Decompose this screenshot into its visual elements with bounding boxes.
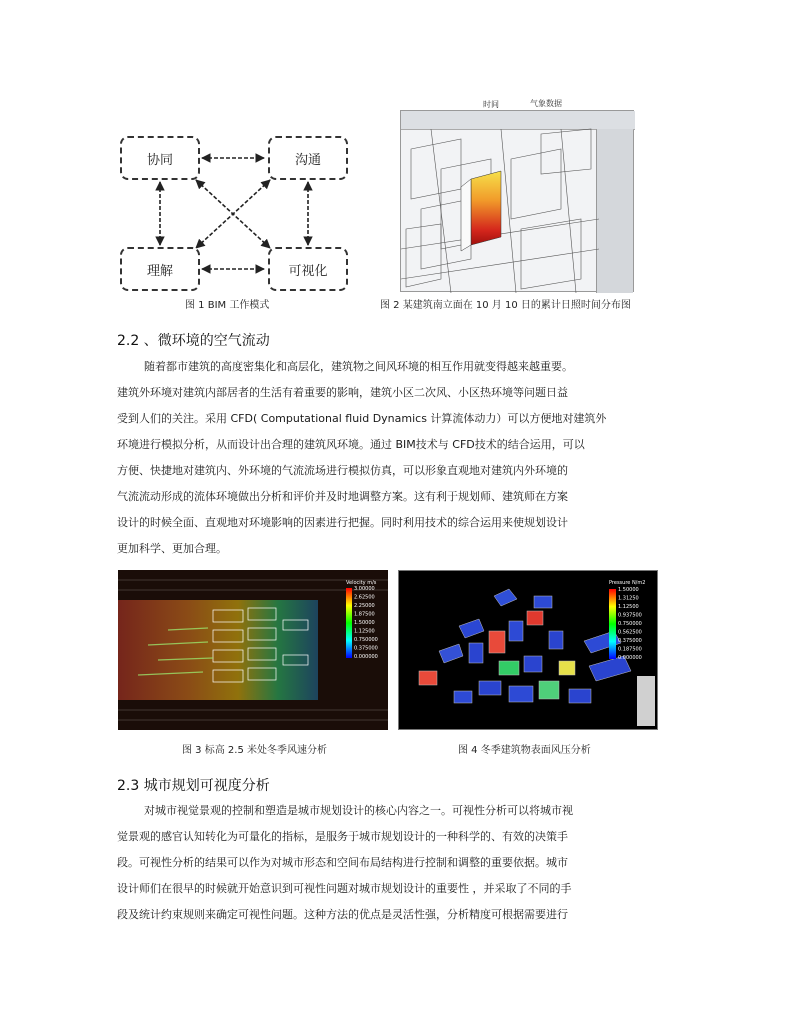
node-collaboration [120,136,200,180]
node-understanding [120,247,200,291]
legend-label: 0.937500 [618,612,642,619]
paragraph-line: 建筑外环境对建筑内部居者的生活有着重要的影响，建筑小区二次风、小区热环境等问题日益 [117,386,568,399]
paragraph-line: 更加科学、更加合理。 [117,542,227,555]
figure-4-plot [399,571,657,729]
figure-4-legend-title: Pressure N/m2 [609,580,646,586]
legend-label: 0.000000 [618,655,642,661]
legend-label: 2.25000 [354,603,375,609]
node-visualization-label: 可视化 [288,263,328,279]
legend-label: 0.375000 [354,645,378,652]
figure-3-legend-title: Velocity m/s [346,580,377,586]
node-visualization [268,247,348,291]
figure-2-model [401,129,599,293]
legend-label: 0.375000 [618,638,642,644]
figure-2-side-panel [596,129,633,293]
paragraph-line: 随着都市建筑的高度密集化和高层化，建筑物之间风环境的相互作用就变得越来越重要。 [144,360,573,373]
paragraph-line: 觉景观的感官认知转化为可量化的指标，是服务于城市规划设计的一种科学的、有效的决策手 [117,830,568,843]
node-communication-label: 沟通 [294,152,321,168]
legend-label: 0.000000 [354,654,378,660]
section-2-2-heading: 2.2 、微环境的空气流动 [117,333,270,349]
legend-label: 1.12500 [354,628,375,635]
paragraph-line: 受到人们的关注。采用 CFD( Computational fluid Dynamics 计算流体动力）可以方便地对建筑外 [117,412,607,425]
figure-4-legend-labels [618,587,642,661]
paragraph-line: 设计师们在很早的时候就开始意识到可视性问题对城市规划设计的重要性 ，并采取了不同的手 [117,882,572,895]
figure-3-legend-labels [354,586,378,660]
figure-2-toolbar [401,111,635,130]
node-communication [268,136,348,180]
paragraph-line: 对城市视觉景观的控制和塑造是城市规划设计的核心内容之一。可视性分析可以将城市视 [144,804,573,817]
node-understanding-label: 理解 [146,263,173,279]
figure-4-side-toolbar [637,676,655,726]
legend-label: 1.87500 [354,611,375,618]
paragraph-line: 环境进行模拟分析，从而设计出合理的建筑风环境。通过 BIM技术与 CFD技术的结合运用，可以 [117,438,585,451]
paragraph-line: 段及统计约束规则来确定可视性问题。这种方法的优点是灵活性强，分析精度可根据需要进行 [117,908,568,921]
paragraph-line: 气流流动形成的流体环境做出分析和评价并及时地调整方案。这有利于规划师、建筑师在方案 [117,490,568,503]
figure-2-caption: 图 2 某建筑南立面在 10 月 10 日的累计日照时间分布图 [380,300,631,311]
figure-3-plot [118,570,388,730]
legend-label: 0.750000 [354,637,378,643]
figure-2-label-weather: 气象数据 [530,99,562,108]
figure-4-wind-pressure [398,570,658,730]
figure-4-caption: 图 4 冬季建筑物表面风压分析 [458,745,591,756]
figure-2-label-time: 时间 [483,100,499,109]
figure-3-caption: 图 3 标高 2.5 米处冬季风速分析 [182,745,327,756]
paragraph-line: 段。可视性分析的结果可以作为对城市形态和空间布局结构进行控制和调整的重要依据。城市 [117,856,568,869]
section-2-3-heading: 2.3 城市规划可视度分析 [117,778,270,794]
figure-1-caption: 图 1 BIM 工作模式 [185,300,270,311]
legend-label: 2.62500 [354,594,375,601]
legend-label: 1.50000 [354,620,375,626]
legend-label: 0.562500 [618,629,642,636]
paragraph-line: 设计的时候全面、直观地对环境影响的因素进行把握。同时利用技术的综合运用来使规划设计 [117,516,568,529]
legend-label: 3.00000 [354,586,375,592]
legend-label: 1.12500 [618,604,639,610]
legend-label: 1.31250 [618,595,639,602]
legend-label: 0.750000 [618,621,642,627]
facade-heatmap [471,171,501,245]
legend-label: 1.50000 [618,587,639,593]
paragraph-line: 方便、快捷地对建筑内、外环境的气流流场进行模拟仿真，可以形象直观地对建筑内外环境的 [117,464,568,477]
figure-3-wind-speed [118,570,388,730]
figure-1 [118,128,353,293]
node-collaboration-label: 协同 [146,152,173,168]
legend-label: 0.187500 [618,646,642,653]
